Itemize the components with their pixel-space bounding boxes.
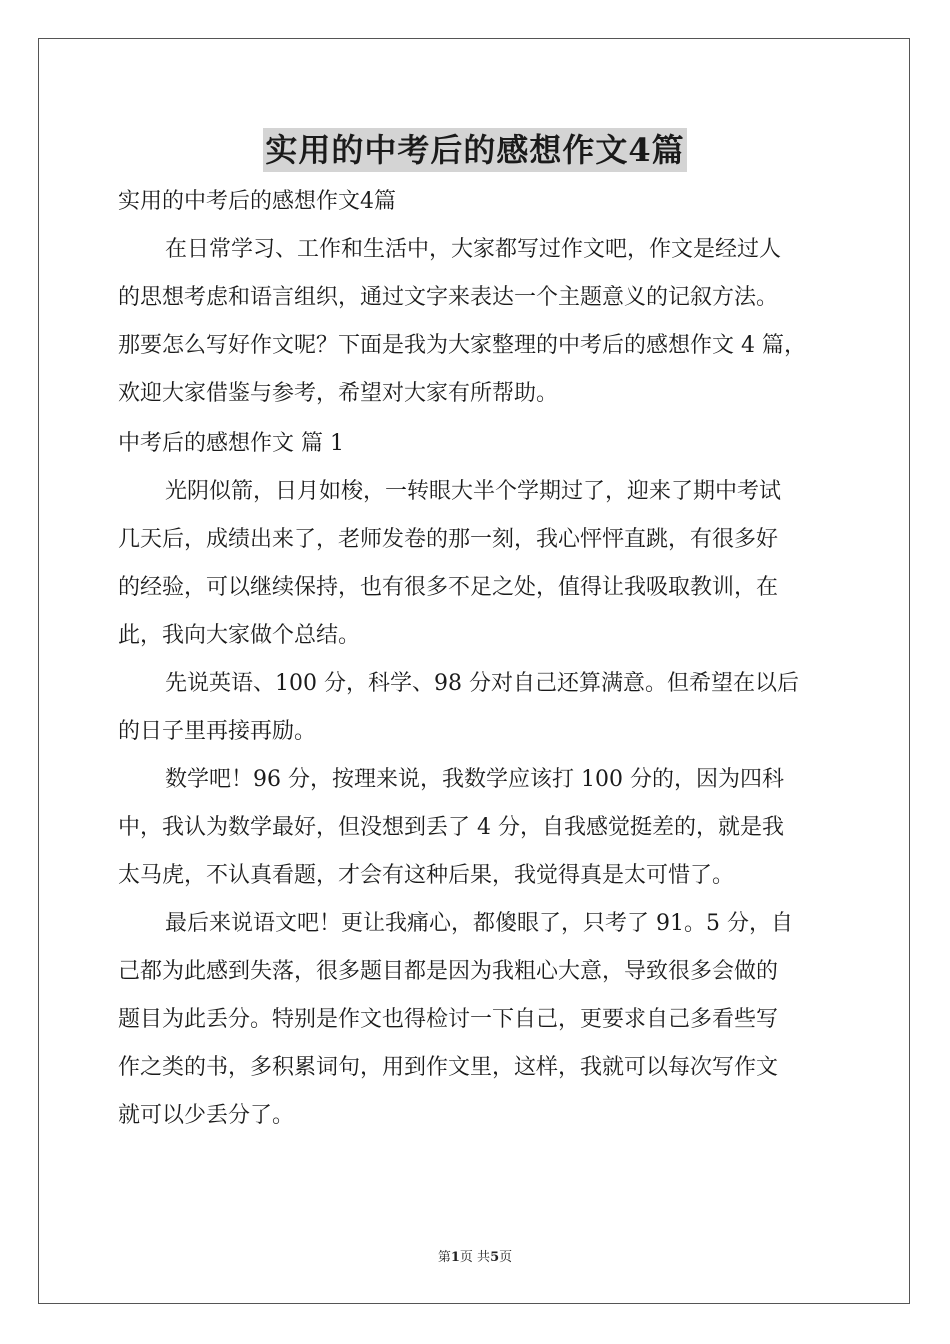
- page-footer: [0, 1246, 950, 1265]
- text-line: 先说英语、100 分，科学、98 分对自己还算满意。但希望在以后: [165, 671, 799, 696]
- text-line: 的思想考虑和语言组织，通过文字来表达一个主题意义的记叙方法。: [118, 285, 779, 310]
- text-line: 几天后，成绩出来了，老师发卷的那一刻，我心怦怦直跳，有很多好: [118, 527, 779, 552]
- text-line: 的日子里再接再励。: [118, 719, 317, 744]
- text-line: 最后来说语文吧！更让我痛心，都傻眼了，只考了 91。5 分，自: [165, 911, 793, 936]
- paragraph-2: [118, 660, 838, 756]
- text-line: 在日常学习、工作和生活中，大家都写过作文吧，作文是经过人: [165, 237, 782, 262]
- text-line: 己都为此感到失落，很多题目都是因为我粗心大意，导致很多会做的: [118, 959, 779, 984]
- page-prefix: 第: [437, 1250, 451, 1265]
- text-line: 欢迎大家借鉴与参考，希望对大家有所帮助。: [118, 381, 559, 406]
- paragraph-1: [118, 468, 838, 660]
- text-line: 数学吧！96 分，按理来说，我数学应该打 100 分的，因为四科: [165, 767, 784, 792]
- section-heading: 中考后的感想作文 篇 1: [118, 431, 344, 456]
- page-total: 5: [490, 1250, 500, 1265]
- text-line: 那要怎么写好作文呢？下面是我为大家整理的中考后的感想作文 4 篇，: [118, 333, 806, 358]
- text-line: 作之类的书，多积累词句，用到作文里，这样，我就可以每次写作文: [118, 1055, 779, 1080]
- page-suffix: 页: [499, 1250, 513, 1265]
- text-line: 中，我认为数学最好，但没想到丢了 4 分，自我感觉挺差的，就是我: [118, 815, 784, 840]
- paragraph-4: [118, 900, 838, 1140]
- text-line: 光阴似箭，日月如梭，一转眼大半个学期过了，迎来了期中考试: [165, 479, 782, 504]
- page-mid: 页 共: [459, 1250, 491, 1265]
- subtitle: 实用的中考后的感想作文4篇: [118, 189, 396, 214]
- text-line: 的经验，可以继续保持，也有很多不足之处，值得让我吸取教训，在: [118, 575, 779, 600]
- document-body: [118, 178, 838, 1140]
- paragraph-3: [118, 756, 838, 900]
- page-current: 1: [450, 1250, 460, 1265]
- text-line: 就可以少丢分了。: [118, 1103, 295, 1128]
- title-container: [0, 128, 950, 172]
- intro-paragraph: [118, 226, 838, 418]
- text-line: 题目为此丢分。特别是作文也得检讨一下自己，更要求自己多看些写: [118, 1007, 779, 1032]
- document-title: 实用的中考后的感想作文4篇: [263, 128, 686, 172]
- text-line: 太马虎，不认真看题，才会有这种后果，我觉得真是太可惜了。: [118, 863, 735, 888]
- text-line: 此，我向大家做个总结。: [118, 623, 361, 648]
